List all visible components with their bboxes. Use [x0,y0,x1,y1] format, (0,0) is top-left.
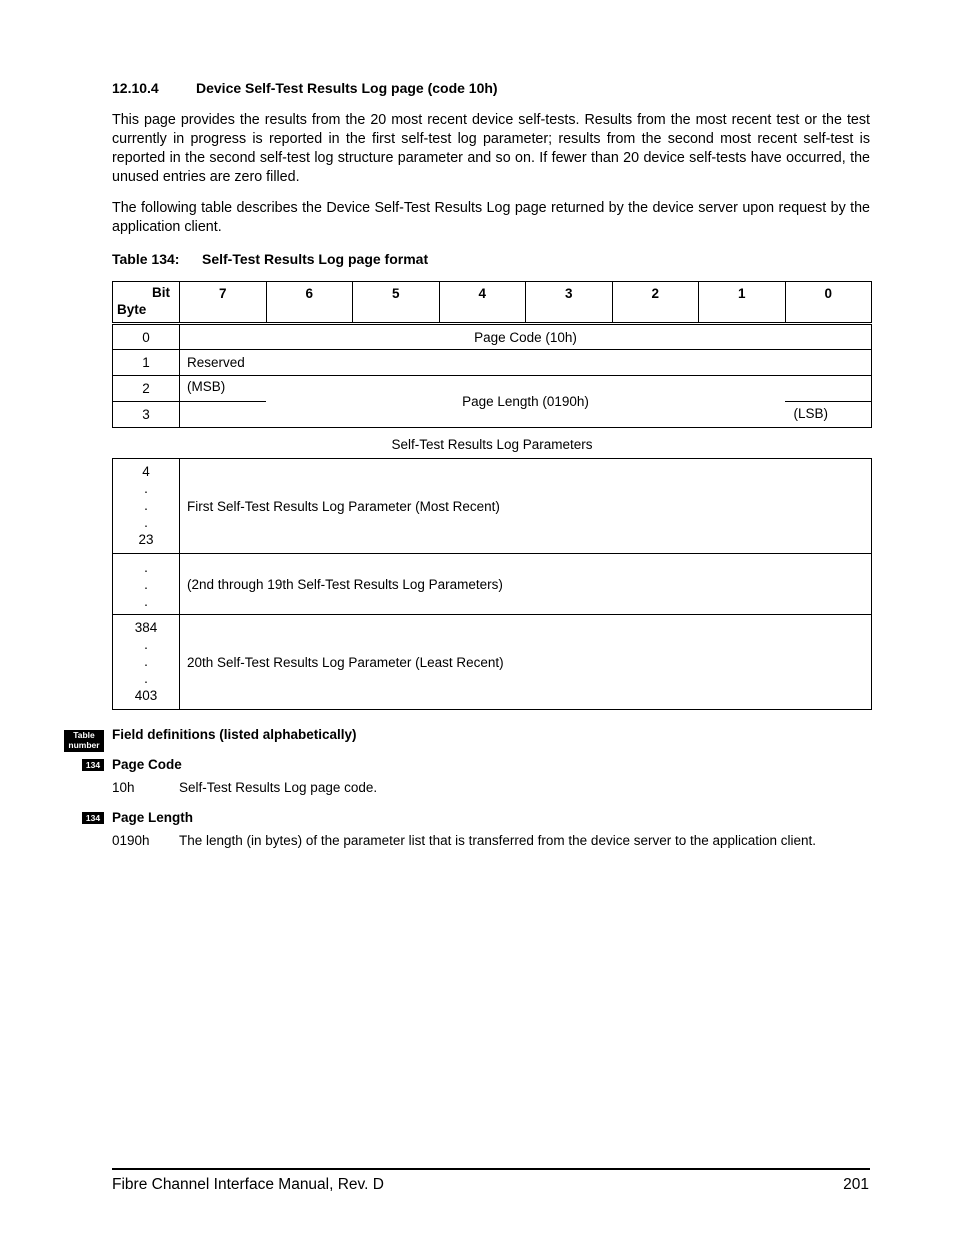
table-row [113,615,872,710]
byte-range-end: 403 [134,688,158,703]
footer-rule [112,1168,870,1170]
intro-paragraph: This page provides the results from the 20 most recent device self-tests. Results from the most recent test or the test currently in progress is reported in the first self-test log parameter; results from the second most recent self-test is reported in the second self-test log structure parameter and so on. If fewer than 20 device self-tests have occurred, the unused entries are zero filled. [112,112,870,185]
param-mid-bytes [113,554,180,615]
params-table [112,458,872,710]
param-1-field: First Self-Test Results Log Parameter (Most Recent) [180,459,872,554]
byte-range-dot: . [144,654,148,669]
bit-label: Bit [152,285,170,300]
bit-1-header: 1 [699,282,786,324]
table-row [113,554,872,615]
reserved-field: Reserved [180,350,872,376]
params-caption: Self-Test Results Log Parameters [391,437,593,452]
byte-0-cell: 0 [113,324,180,350]
page-length-field [180,376,872,428]
table-row [113,324,872,350]
byte-range-dot: . [144,577,148,592]
byte-2-cell: 2 [113,376,180,402]
field-defs-title: Field definitions (listed alphabetically) [112,727,357,742]
bit-byte-header [113,282,180,324]
page-code-def-name: Page Code [112,757,182,772]
bit-7-header: 7 [180,282,267,324]
table-row [113,459,872,554]
byte-range-start: 4 [142,464,150,479]
bit-6-header: 6 [266,282,353,324]
page-code-def-value: 10h [112,780,135,795]
param-20-field: 20th Self-Test Results Log Parameter (Least Recent) [180,615,872,710]
param-mid-field: (2nd through 19th Self-Test Results Log Parameters) [180,554,872,615]
page-number: 201 [843,1176,869,1193]
param-1-bytes [113,459,180,554]
tag-line-2: number [68,740,100,750]
byte-3-cell: 3 [113,402,180,428]
footer-title: Fibre Channel Interface Manual, Rev. D [112,1176,384,1193]
byte-label: Byte [117,302,147,317]
page-length-def-desc: The length (in bytes) of the parameter list that is transferred from the device server to the application client. [179,833,817,848]
page-code-def-desc: Self-Test Results Log page code. [179,780,378,795]
table-number-tag [64,730,104,752]
section-number: 12.10.4 [112,80,159,96]
table-row [113,350,872,376]
byte-range-dot: . [144,515,148,530]
page-length-def-value: 0190h [112,833,150,848]
section-title: Device Self-Test Results Log page (code 10h) [196,80,498,96]
table-ref-badge: 134 [82,812,104,824]
byte-range-dot: . [144,594,148,609]
byte-range-dot: . [144,498,148,513]
byte-range-end: 23 [138,532,154,547]
lsb-divider [785,401,871,402]
byte-range-dot: . [144,481,148,496]
table-caption [112,251,428,267]
page-format-table [112,281,872,428]
byte-range-dot: . [144,560,148,575]
table-caption-title: Self-Test Results Log page format [202,251,429,267]
table-row [113,376,872,402]
lsb-label: (LSB) [793,406,828,421]
table-caption-number: Table 134: [112,251,180,267]
bit-header-row [113,282,872,324]
byte-range-start: 384 [134,620,158,635]
tag-line-1: Table [73,730,95,740]
page-length-label: Page Length (0190h) [462,394,589,409]
page-length-def-name: Page Length [112,810,194,825]
byte-1-cell: 1 [113,350,180,376]
bit-2-header: 2 [612,282,699,324]
page-code-field: Page Code (10h) [180,324,872,350]
byte-range-dot: . [144,671,148,686]
table-intro-paragraph: The following table describes the Device Self-Test Results Log page returned by the device server upon request by the application client. [112,200,870,235]
bit-0-header: 0 [785,282,872,324]
bit-4-header: 4 [439,282,526,324]
msb-label: (MSB) [187,379,226,394]
bit-3-header: 3 [526,282,613,324]
bit-5-header: 5 [353,282,440,324]
table-ref-badge: 134 [82,759,104,771]
byte-range-dot: . [144,637,148,652]
param-20-bytes [113,615,180,710]
section-heading [112,80,498,96]
